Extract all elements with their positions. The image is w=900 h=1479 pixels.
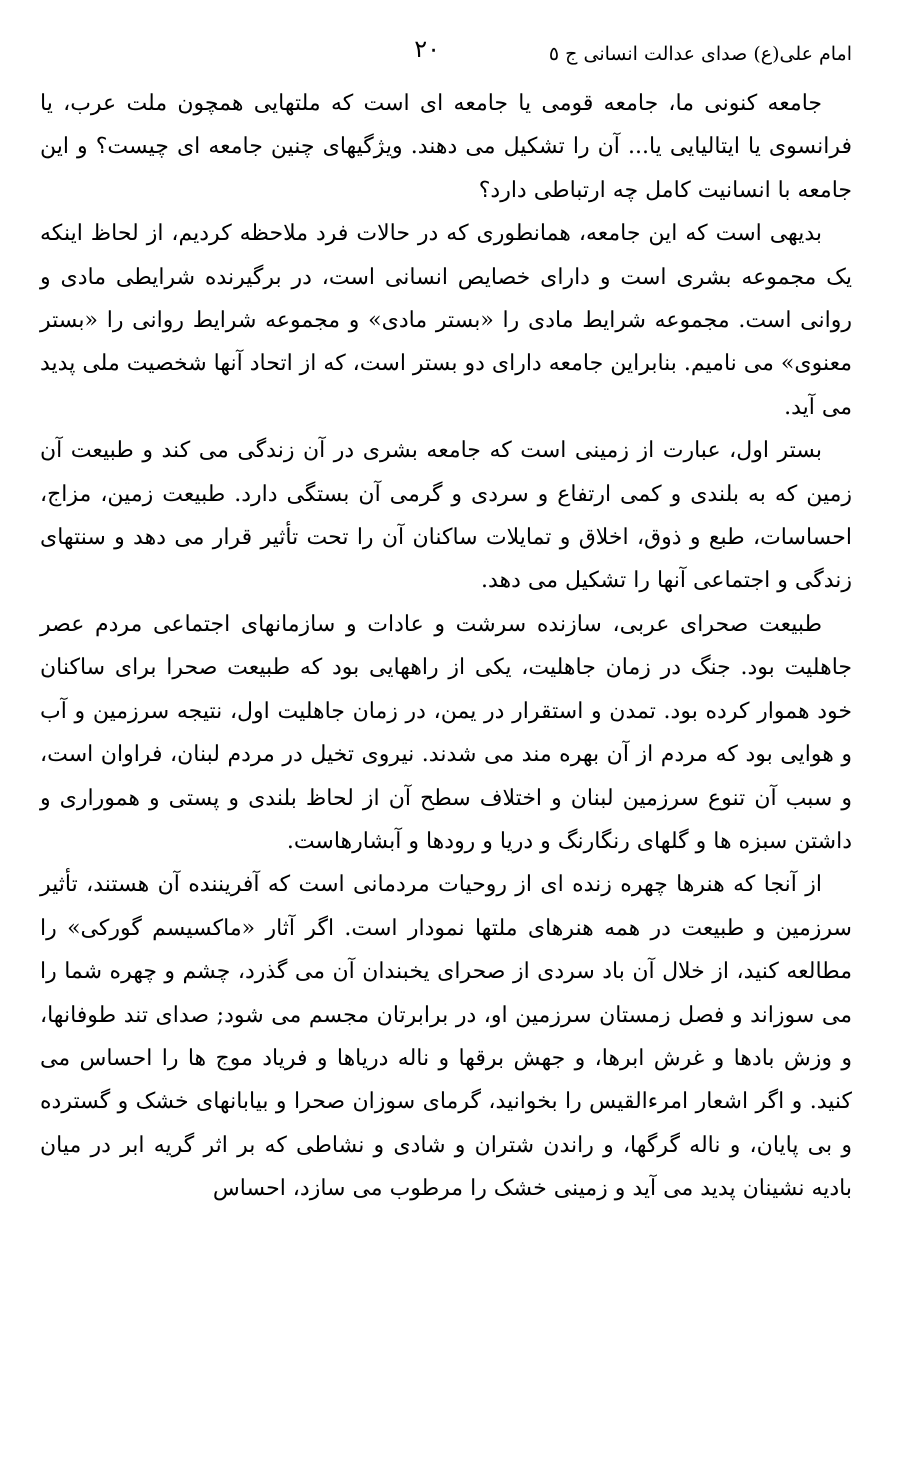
paragraph-2: بدیهی است که این جامعه، همانطوری که در حالات فرد ملاحظه کردیم، از لحاظ اینکه یک مجموعه بشری است و دارای خصایص انسانی است، در برگیرنده شرایطی مادی و روانی است. مجموعه شرایط مادی را «بستر مادی» و مجموعه شرایط روانی را «بستر معنوی» می نامیم. بنابراین جامعه دارای دو بستر است، که از اتحاد آنها شخصیت ملی پدید می آید. (40, 221, 853, 420)
page-number: ٢٠ (414, 35, 440, 63)
body-text (40, 82, 852, 1211)
page-header (40, 32, 860, 72)
paragraph-5: از آنجا که هنرها چهره زنده ای از روحیات مردمانی است که آفریننده آن هستند، تأثیر سرزمین و طبیعت در همه هنرهای ملتها نمودار است. اگر آثار «ماکسیسم گورکی» را مطالعه کنید، از خلال آن باد سردی از صحرای یخبندان آن می گذرد، چشم و چهره شما را می سوزاند و فصل زمستان سرزمین او، در برابرتان مجسم می شود; صدای تند طوفانها، و وزش بادها و غرش ابرها، و جهش برقها و ناله دریاها و فریاد موج ها را احساس می کنید. و اگر اشعار امرءالقیس را بخوانید، گرمای سوزان صحرا و بیابانهای خشک و گسترده و بی پایان، و ناله گرگها، و راندن شتران و شادی و نشاطی که بر اثر گریه ابر در میان بادیه نشینان پدید می آید و زمینی خشک را مرطوب می سازد، احساس (40, 872, 852, 1202)
paragraph-4: طبیعت صحرای عربی، سازنده سرشت و عادات و سازمانهای اجتماعی مردم عصر جاهلیت بود. جنگ در زمان جاهلیت، یکی از راههایی بود که طبیعت صحرا برای ساکنان خود هموار کرده بود. تمدن و استقرار در یمن، در زمان جاهلیت اول، نتیجه سرزمین و آب و هوایی بود که مردم از آن بهره مند می شدند. نیروی تخیل در مردم لبنان، فراوان است، و سبب آن تنوع سرزمین لبنان و اختلاف سطح آن از لحاظ بلندی و پستی و هموراری و داشتن سبزه ها و گلهای رنگارنگ و دریا و رودها و آبشارهاست. (40, 611, 852, 854)
running-title: امام علی(ع) صدای عدالت انسانی ج ٥ (548, 43, 852, 65)
paragraph-3: بستر اول، عبارت از زمینی است که جامعه بشری در آن زندگی می کند و طبیعت آن زمین که به بلندی و کمی ارتفاع و سردی و گرمی آن بستگی دارد. طبیعت زمین، مزاج، احساسات، طبع و ذوق، اخلاق و تمایلات ساکنان آن را تحت تأثیر قرار می دهد و سنتهای زندگی و اجتماعی آنها را تشکیل می دهد. (40, 438, 852, 594)
paragraph-1: جامعه کنونی ما، جامعه قومی یا جامعه ای است که ملتهایی همچون ملت عرب، یا فرانسوی یا ایتالیایی یا... آن را تشکیل می دهند. ویژگیهای چنین جامعه ای چیست؟ و این جامعه با انسانیت کامل چه ارتباطی دارد؟ (40, 91, 852, 203)
